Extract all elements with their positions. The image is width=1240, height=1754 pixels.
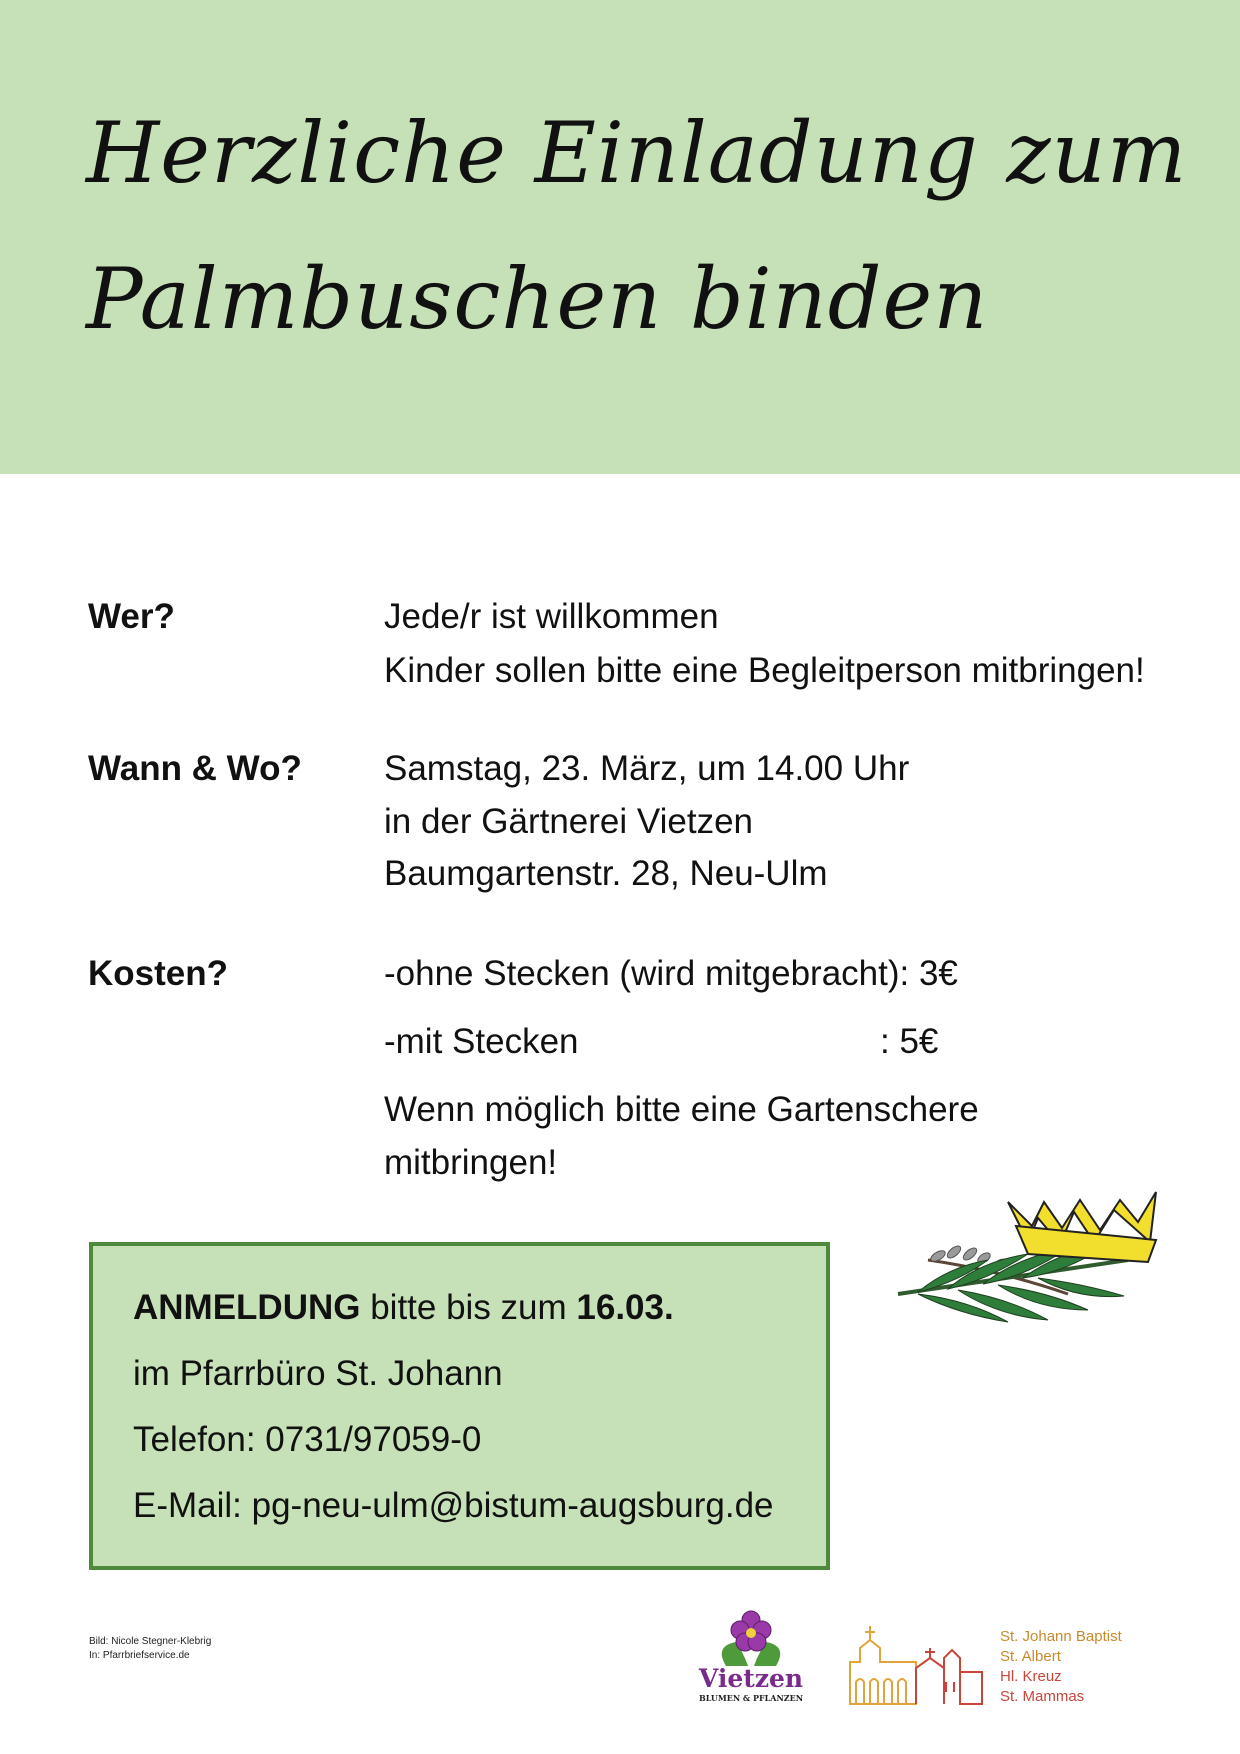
registration-text: bitte bis zum [360,1288,577,1327]
parish-name-1: St. Johann Baptist [1000,1628,1122,1645]
header-band [0,0,1240,474]
label-wann-wo: Wann & Wo? [88,749,302,788]
page-title-line-2: Palmbuschen binden [86,250,989,348]
image-credit-author: Bild: Nicole Stegner-Klebrig [89,1636,212,1647]
parish-name-2: St. Albert [1000,1648,1061,1665]
registration-place: im Pfarrbüro St. Johann [133,1354,503,1393]
wann-line-3: Baumgartenstr. 28, Neu-Ulm [384,854,828,893]
kosten-line-2-left: -mit Stecken [384,1022,579,1061]
registration-deadline [133,1288,674,1328]
kosten-line-1: -ohne Stecken (wird mitgebracht): 3€ [384,954,958,993]
wer-line-1: Jede/r ist willkommen [384,597,719,636]
parish-name-4: St. Mammas [1000,1688,1085,1705]
label-kosten: Kosten? [88,954,228,993]
image-credit-source: In: Pfarrbriefservice.de [89,1650,190,1661]
kosten-note-1: Wenn möglich bitte eine Gartenschere [384,1090,979,1129]
vietzen-logo-subtitle: BLUMEN & PFLANZEN [698,1693,804,1703]
palm-crown-illustration [888,1182,1192,1338]
vietzen-logo-name: Vietzen [698,1664,804,1693]
kosten-note-2: mitbringen! [384,1143,558,1182]
label-wer: Wer? [88,597,175,636]
registration-phone: Telefon: 0731/97059-0 [133,1420,482,1459]
church-buildings-icon [846,1612,986,1708]
registration-date: 16.03. [576,1288,674,1327]
registration-box [89,1242,830,1570]
page-title-line-1: Herzliche Einladung zum [86,104,1188,202]
wann-line-1: Samstag, 23. März, um 14.00 Uhr [384,749,910,788]
wer-line-2: Kinder sollen bitte eine Begleitperson mitbringen! [384,651,1145,690]
registration-email: E-Mail: pg-neu-ulm@bistum-augsburg.de [133,1486,774,1525]
parish-name-3: Hl. Kreuz [1000,1668,1062,1685]
registration-keyword: ANMELDUNG [133,1288,361,1327]
wann-line-2: in der Gärtnerei Vietzen [384,802,754,841]
kosten-line-2-right: : 5€ [880,1022,939,1061]
